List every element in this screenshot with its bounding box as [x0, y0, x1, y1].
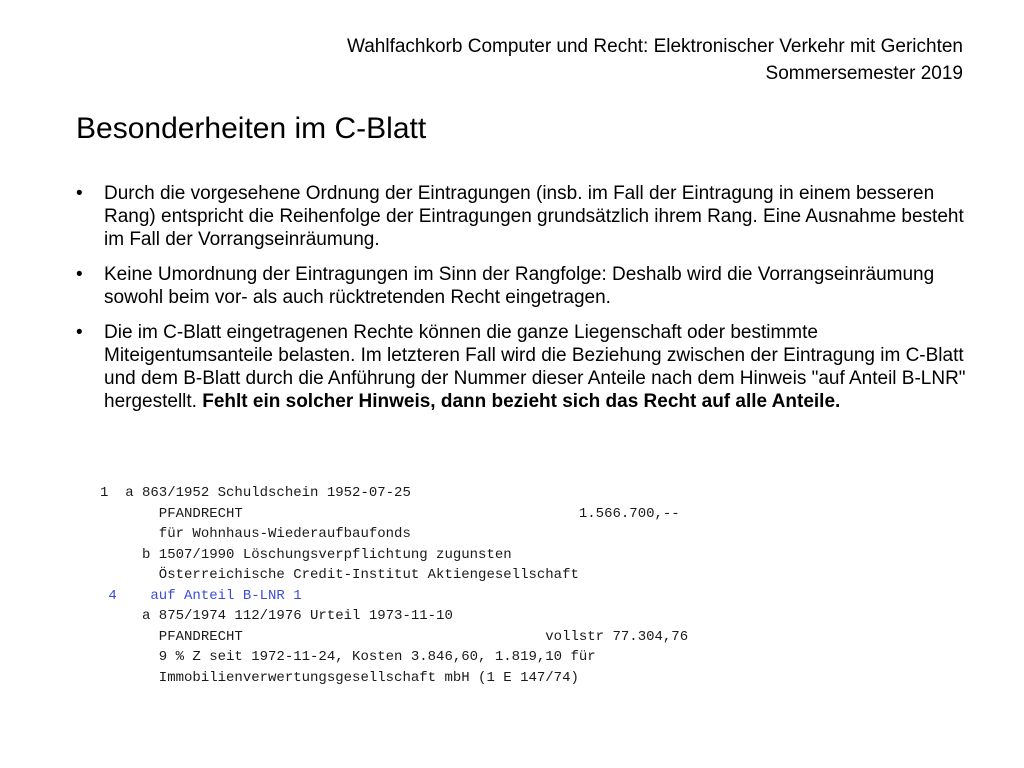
register-line: 9 % Z seit 1972-11-24, Kosten 3.846,60, 1.819,10 für — [100, 649, 596, 665]
land-register-excerpt — [100, 483, 688, 688]
bullet-text-emphasis: Fehlt ein solcher Hinweis, dann bezieht sich das Recht auf alle Anteile. — [202, 391, 841, 412]
bullet-text — [104, 264, 934, 308]
register-line: a 875/1974 112/1976 Urteil 1973-11-10 — [100, 608, 453, 624]
bullet-item — [76, 321, 976, 413]
bullet-list — [76, 182, 976, 425]
bullet-text — [104, 322, 966, 412]
slide-title: Besonderheiten im C-Blatt — [76, 112, 427, 145]
bullet-marker: • — [76, 322, 83, 343]
register-line: Immobilienverwertungsgesellschaft mbH (1 E 147/74) — [100, 669, 579, 686]
bullet-text — [104, 183, 964, 250]
register-line-share-reference: 4 auf Anteil B-LNR 1 — [100, 587, 302, 604]
register-line: Österreichische Credit-Institut Aktiengesellschaft — [100, 567, 579, 583]
register-line: b 1507/1990 Löschungsverpflichtung zugunsten — [100, 546, 512, 563]
register-line: für Wohnhaus-Wiederaufbaufonds — [100, 526, 411, 542]
bullet-text-regular: Durch die vorgesehene Ordnung der Eintragungen (insb. im Fall der Eintragung in einem besseren Rang) entspricht die Reihenfolge der Eintragungen grundsätzlich ihrem Rang. Eine Ausnahme besteht im Fall der Vorrangseinräumung. — [104, 183, 964, 250]
register-line: PFANDRECHT vollstr 77.304,76 — [100, 628, 689, 645]
bullet-marker: • — [76, 264, 83, 285]
bullet-text-regular: Keine Umordnung der Eintragungen im Sinn der Rangfolge: Deshalb wird die Vorrangseinräumung sowohl beim vor- als auch rücktretenden Recht eingetragen. — [104, 264, 935, 308]
semester-label: Sommersemester 2019 — [765, 63, 963, 84]
slide-header — [347, 33, 963, 87]
bullet-marker: • — [76, 183, 83, 204]
register-line: PFANDRECHT 1.566.700,-- — [100, 505, 680, 522]
register-line: 1 a 863/1952 Schuldschein 1952-07-25 — [100, 485, 411, 501]
bullet-text-regular: Die im C-Blatt eingetragenen Rechte können die ganze Liegenschaft oder bestimmte Miteigentumsanteile belasten. Im letzteren Fall wird die Beziehung zwischen der Eintragung im C-Blatt und dem B-Blatt durch die Anführung der Nummer dieser Anteile nach dem Hinweis "auf Anteil B-LNR" hergestellt. — [104, 322, 966, 412]
bullet-item — [76, 182, 976, 251]
bullet-item — [76, 263, 976, 309]
course-title: Wahlfachkorb Computer und Recht: Elektronischer Verkehr mit Gerichten — [346, 36, 963, 57]
